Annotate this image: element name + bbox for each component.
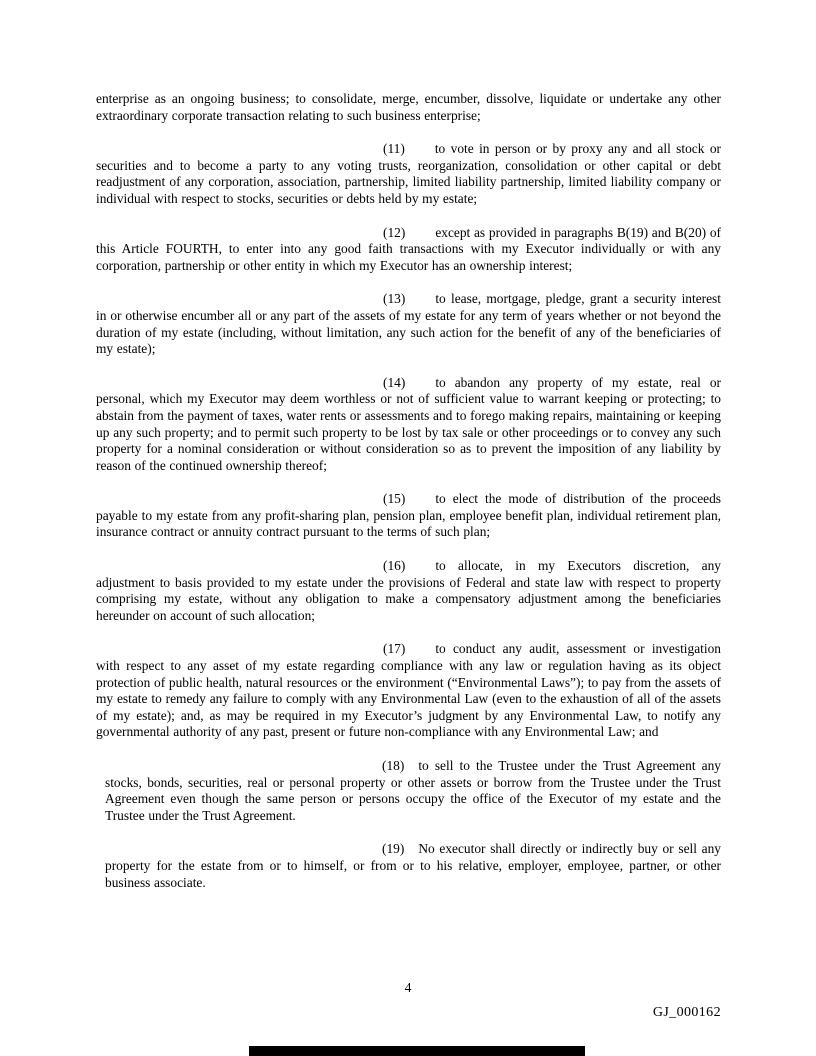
paragraph-16-number: (16) [383, 558, 406, 574]
paragraph-11-text: to vote in person or by proxy any and all stock or securities and to become a party to any voting trusts, reorganization, consolidation or other capital or debt readjustment of any corporation, association, partnership, limited liability partnership, limited liability company or individual with respect to stocks, securities or debts held by my estate; [96, 141, 721, 206]
paragraph-15-text: to elect the mode of distribution of the proceeds payable to my estate from any profit-sharing plan, pension plan, employee benefit plan, individual retirement plan, insurance contract or annuity contract pursuant to the terms of such plan; [96, 491, 721, 540]
paragraph-17 [96, 641, 721, 741]
paragraph-12-number: (12) [383, 224, 406, 240]
bates-stamp: GJ_000162 [652, 1005, 721, 1020]
paragraph-17-number: (17) [383, 641, 406, 657]
paragraph-14-number: (14) [383, 374, 406, 390]
paragraph-13 [96, 291, 721, 357]
paragraph-15 [96, 491, 721, 541]
paragraph-11 [96, 141, 721, 207]
paragraph-17-text: to conduct any audit, assessment or investigation with respect to any asset of my estate regarding compliance with any law or regulation having as its object protection of public health, natural resources or the environment (“Environmental Laws”); to pay from the assets of my estate to remedy any failure to comply with any Environmental Law (even to the exhaustion of all of the assets of my estate); and, as may be required in my Executor’s judgment by any Environmental Law, to notify any governmental authority of any past, present or future non-compliance with any Environmental Law; and [96, 641, 721, 740]
paragraph-16 [96, 558, 721, 624]
paragraph-15-number: (15) [383, 491, 406, 507]
paragraph-16-text: to allocate, in my Executors discretion, any adjustment to basis provided to my estate under the provisions of Federal and state law with respect to property comprising my estate, without any obligation to make a compensatory adjustment among the beneficiaries hereunder on account of such allocation; [96, 558, 721, 623]
paragraph-14-text: to abandon any property of my estate, real or personal, which my Executor may deem worthless or not of sufficient value to warrant keeping or protecting; to abstain from the payment of taxes, water rents or assessments and to forego making repairs, maintaining or keeping up any such property; and to permit such property to be lost by tax sale or other proceedings or to convey any such property for a nominal consideration or without consideration so as to prevent the imposition of any liability by reason of the continued ownership thereof; [96, 374, 721, 473]
paragraph-13-text: to lease, mortgage, pledge, grant a security interest in or otherwise encumber all or any part of the assets of my estate for any term of years whether or not beyond the duration of my estate (including, without limitation, any such action for the benefit of any of the beneficiaries of my estate); [96, 291, 721, 357]
paragraph-12-text: except as provided in paragraphs B(19) and B(20) of this Article FOURTH, to enter into any good faith transactions with my Executor individually or with any corporation, partnership or other entity in which my Executor has an ownership interest; [96, 224, 721, 273]
paragraph-19 [96, 841, 721, 891]
paragraph-19-text: No executor shall directly or indirectly buy or sell any property for the estate from or to himself, or from or to his relative, employer, employee, partner, or other business associate. [105, 841, 721, 890]
paragraph-19-number: (19) [382, 841, 405, 857]
paragraph-13-number: (13) [383, 291, 406, 307]
scan-artifact-bar [249, 1046, 585, 1056]
paragraph-11-number: (11) [383, 141, 405, 157]
paragraph-18 [96, 758, 721, 824]
document-body [96, 91, 721, 908]
paragraph-14 [96, 375, 721, 475]
paragraph-18-number: (18) [382, 758, 405, 773]
intro-paragraph: enterprise as an ongoing business; to consolidate, merge, encumber, dissolve, liquidate or undertake any other extraordinary corporate transaction relating to such business enterprise; [96, 91, 721, 123]
page-number: 4 [404, 980, 412, 995]
paragraph-18-text: to sell to the Trustee under the Trust Agreement any stocks, bonds, securities, real or personal property or other assets or borrow from the Trustee under the Trust Agreement even though the same person or persons occupy the office of the Executor of my estate and the Trustee under the Trust Agreement. [105, 758, 721, 823]
paragraph-12 [96, 225, 721, 275]
